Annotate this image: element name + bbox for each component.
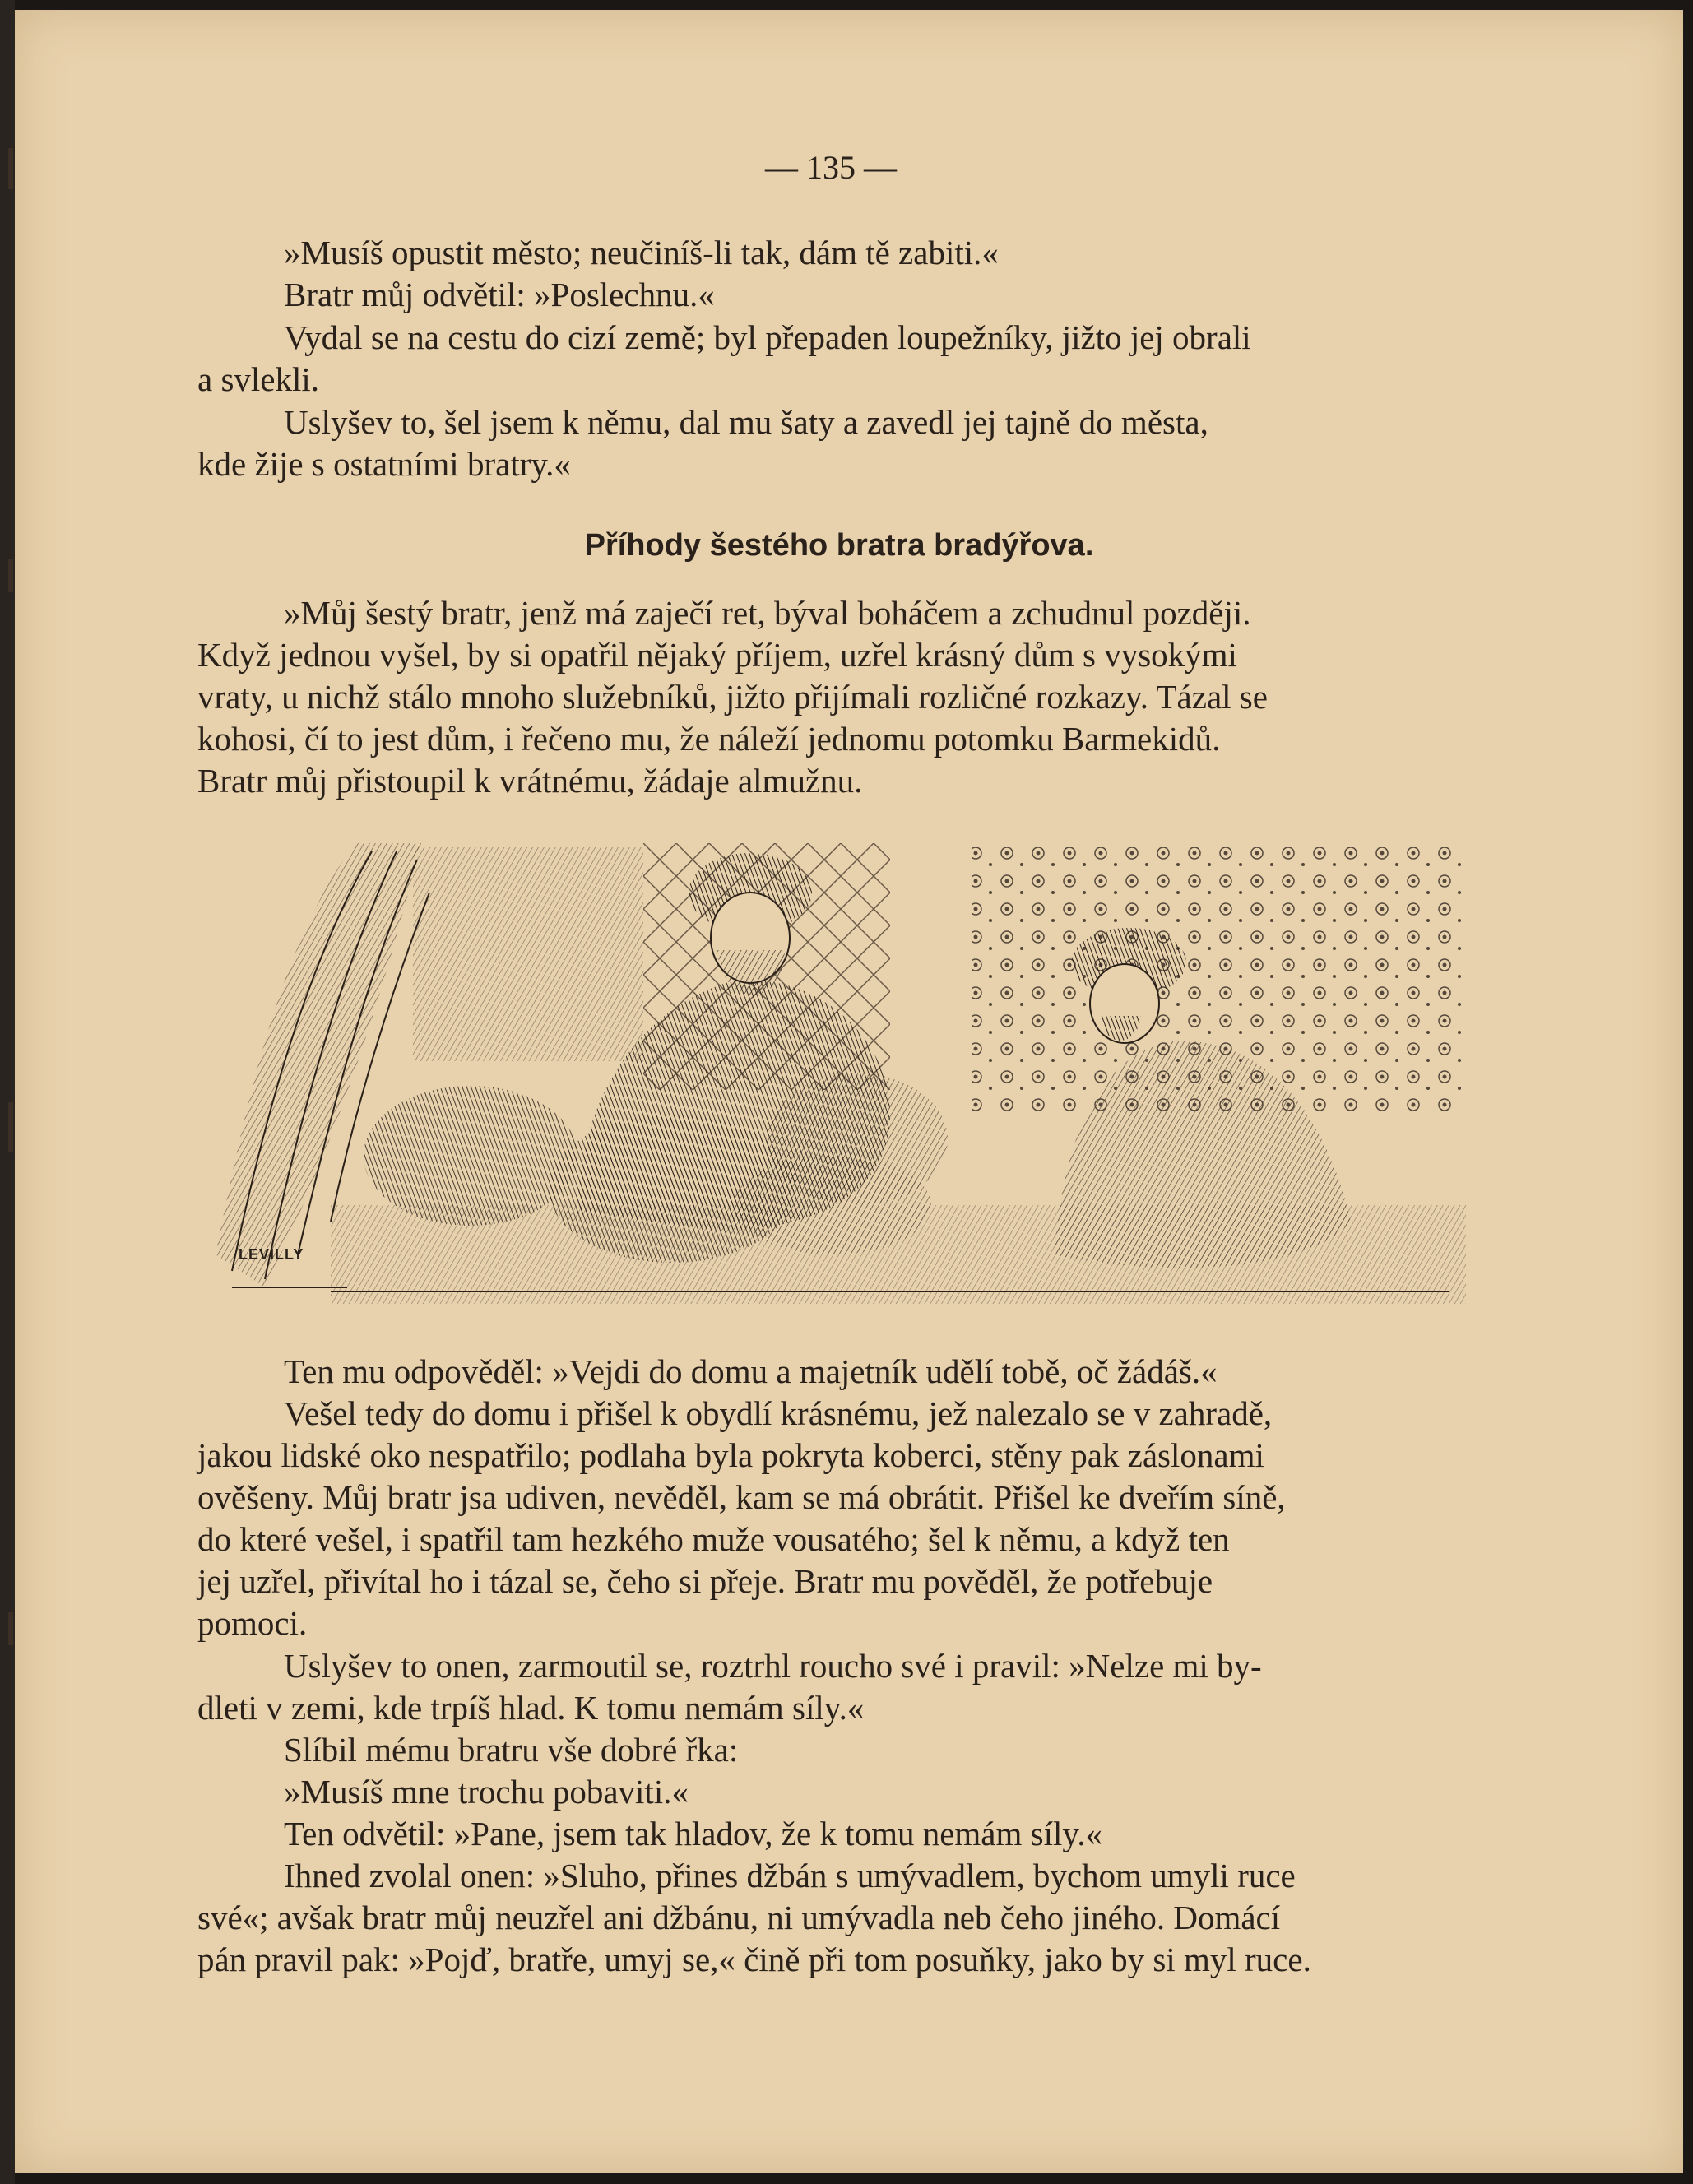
binding-mark (8, 148, 13, 189)
paragraph-line: své«; avšak bratr můj neuzřel ani džbánu, ni umývadla neb čeho jiného. Domácí (197, 1899, 1281, 1936)
paragraph-line: jakou lidské oko nespatřilo; podlaha byla pokryta koberci, stěny pak záslonami (197, 1436, 1264, 1474)
paragraph (197, 232, 1481, 274)
page-number: — 135 — (765, 149, 897, 186)
cushion (364, 1086, 577, 1226)
paragraph (197, 317, 1481, 401)
paragraph-line: »Musíš opustit město; neučiníš-li tak, dám tě zabiti.« (284, 234, 999, 271)
paragraph-line: Bratr můj přistoupil k vrátnému, žádaje almužnu. (197, 762, 863, 800)
illustration-engraving (216, 843, 1466, 1304)
paragraph-line: vraty, u nichž stálo mnoho služebníků, jižto přijímali rozličné rozkazy. Tázal se (197, 678, 1268, 716)
paragraph (197, 1729, 1481, 1771)
paragraph-line: Když jednou vyšel, by si opatřil nějaký příjem, uzřel krásný dům s vysokými (197, 636, 1237, 674)
paragraph-line: dleti v zemi, kde trpíš hlad. K tomu nemám síly.« (197, 1689, 865, 1727)
paragraph-line: Uslyšev to onen, zarmoutil se, roztrhl roucho své i pravil: »Nelze mi by- (284, 1647, 1262, 1685)
binding-mark (8, 1612, 13, 1645)
paragraph-line: kde žije s ostatními bratry.« (197, 445, 571, 483)
paragraph-line: Ten odvětil: »Pane, jsem tak hladov, že k tomu nemám síly.« (284, 1815, 1102, 1852)
paragraph (197, 1351, 1481, 1393)
paragraph-line: kohosi, čí to jest dům, i řečeno mu, že náleží jednomu potomku Barmekidů. (197, 720, 1221, 758)
paragraph (197, 592, 1481, 802)
paragraph-line: do které vešel, i spatřil tam hezkého muže vousatého; šel k němu, a když ten (197, 1520, 1230, 1558)
paragraph (197, 1645, 1481, 1729)
paragraph-line: »Musíš mne trochu pobaviti.« (284, 1773, 689, 1811)
paragraph-line: jej uzřel, přivítal ho i tázal se, čeho si přeje. Bratr mu pověděl, že potřebuje (197, 1562, 1213, 1600)
paragraph (197, 401, 1481, 485)
wall-panel (413, 847, 643, 1061)
binding-mark (8, 559, 13, 592)
book-binding (0, 0, 15, 2184)
paragraph (197, 1771, 1481, 1813)
paragraph-line: ověšeny. Můj bratr jsa udiven, nevěděl, kam se má obrátit. Přišel ke dveřím síně, (197, 1478, 1286, 1516)
binding-mark (8, 1102, 13, 1152)
paragraph-line: a svlekli. (197, 360, 320, 398)
paragraph (197, 1813, 1481, 1855)
paragraph-line: Vydal se na cestu do cizí země; byl přepaden loupežníky, jižto jej obrali (284, 318, 1251, 356)
paragraph-line: pán pravil pak: »Pojď, bratře, umyj se,« čině při tom posuňky, jako by si myl ruce. (197, 1941, 1311, 1978)
section-heading: Příhody šestého bratra bradýřova. (584, 528, 1094, 563)
paragraph-line: Slíbil mému bratru vše dobré řka: (284, 1731, 739, 1769)
illustration-signature: LEVILLY (239, 1246, 304, 1263)
paragraph (197, 274, 1481, 316)
paragraph-line: »Můj šestý bratr, jenž má zaječí ret, býval boháčem a zchudnul později. (284, 594, 1251, 632)
paragraph (197, 1855, 1481, 1981)
paragraph-line: Ten mu odpověděl: »Vejdi do domu a majetník udělí tobě, oč žádáš.« (284, 1352, 1218, 1390)
paragraph-line: Ihned zvolal onen: »Sluho, přines džbán s umývadlem, bychom umyli ruce (284, 1857, 1296, 1894)
paragraph-line: pomoci. (197, 1604, 308, 1642)
paragraph-line: Vešel tedy do domu i přišel k obydlí krásnému, jež nalezalo se v zahradě, (284, 1394, 1273, 1432)
paragraph-line: Uslyšev to, šel jsem k němu, dal mu šaty a zavedl jej tajně do města, (284, 403, 1208, 441)
paragraph-line: Bratr můj odvětil: »Poslechnu.« (284, 276, 715, 313)
paragraph (197, 1393, 1481, 1644)
